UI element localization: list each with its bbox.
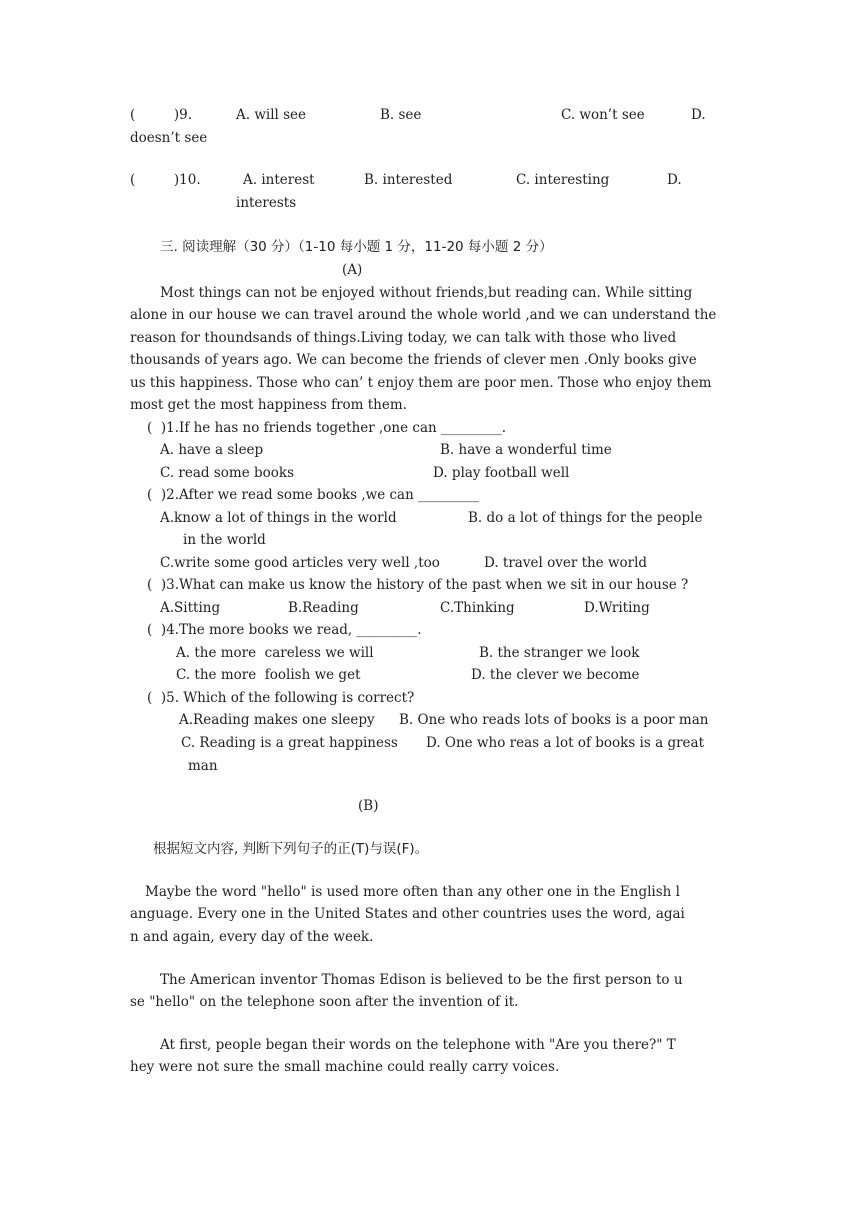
passage-line: Maybe the word "hello" is used more often than any other one in the English l — [145, 884, 680, 900]
passage-line: thousands of years ago. We can become the friends of clever men .Only books give — [130, 352, 697, 368]
passage-line: hey were not sure the small machine could really carry voices. — [130, 1059, 560, 1075]
question-stem: ( )5. Which of the following is correct? — [147, 690, 415, 706]
option-b: B. have a wonderful time — [440, 442, 612, 458]
passage-line: se "hello" on the telephone soon after the invention of it. — [130, 994, 519, 1010]
passage-line: Most things can not be enjoyed without friends,but reading can. While sitting — [160, 285, 693, 301]
option-c: C.Thinking — [440, 600, 515, 616]
option-b: B.Reading — [288, 600, 359, 616]
q9-option-a: A. will see — [236, 107, 307, 123]
passage-line: most get the most happiness from them. — [130, 397, 407, 413]
question-stem: ( )4.The more books we read, _________. — [147, 622, 422, 638]
section-b-label: (B) — [358, 798, 379, 814]
q9-option-d: D. — [691, 107, 706, 123]
passage-line: The American inventor Thomas Edison is believed to be the first person to u — [160, 972, 683, 988]
question-stem: ( )2.After we read some books ,we can _________ — [147, 487, 479, 503]
option-d: D.Writing — [584, 600, 650, 616]
option-a: A.know a lot of things in the world — [160, 510, 397, 526]
option-c: C.write some good articles very well ,too — [160, 555, 440, 571]
option-a: A.Reading makes one sleepy — [179, 712, 375, 728]
passage-line: anguage. Every one in the United States and other countries uses the word, agai — [130, 906, 685, 922]
section-a-label: (A) — [342, 262, 363, 278]
option-c: C. the more foolish we get — [176, 667, 361, 683]
option-a: A. the more careless we will — [176, 645, 374, 661]
option-b-continued: in the world — [183, 532, 266, 548]
option-d-continued: man — [188, 758, 218, 774]
option-d: D. One who reas a lot of books is a great — [426, 735, 704, 751]
q10-option-b: B. interested — [364, 172, 453, 188]
q10-blank: ( )10. — [130, 172, 201, 188]
q10-option-c: C. interesting — [516, 172, 610, 188]
passage-line: At first, people began their words on the telephone with "Are you there?" T — [160, 1037, 676, 1053]
q10-option-d-continued: interests — [236, 195, 297, 211]
q9-option-d-continued: doesn’t see — [130, 130, 208, 146]
option-b: B. One who reads lots of books is a poor man — [399, 712, 709, 728]
option-c: C. read some books — [160, 465, 294, 481]
option-b: B. the stranger we look — [479, 645, 640, 661]
option-d: D. the clever we become — [471, 667, 640, 683]
section-heading: 三. 阅读理解（30 分）（1-10 每小题 1 分，11-20 每小题 2 分） — [160, 239, 553, 255]
passage-line: us this happiness. Those who can’ t enjoy them are poor men. Those who enjoy them — [130, 375, 712, 391]
q10-option-d: D. — [667, 172, 682, 188]
option-d: D. travel over the world — [484, 555, 648, 571]
option-b: B. do a lot of things for the people — [468, 510, 703, 526]
option-d: D. play football well — [433, 465, 570, 481]
passage-line: n and again, every day of the week. — [130, 929, 374, 945]
q9-option-c: C. won’t see — [561, 107, 645, 123]
section-b-instruction: 根据短文内容, 判断下列句子的正(T)与误(F)。 — [153, 841, 429, 857]
option-c: C. Reading is a great happiness — [181, 735, 398, 751]
question-stem: ( )1.If he has no friends together ,one can _________. — [147, 420, 507, 436]
option-a: A. have a sleep — [160, 442, 264, 458]
question-stem: ( )3.What can make us know the history of the past when we sit in our house ? — [147, 577, 689, 593]
q9-blank: ( )9. — [130, 107, 193, 123]
option-a: A.Sitting — [160, 600, 221, 616]
passage-line: alone in our house we can travel around the whole world ,and we can understand the — [130, 307, 717, 323]
q9-option-b: B. see — [380, 107, 422, 123]
passage-line: reason for thoundsands of things.Living today, we can talk with those who lived — [130, 330, 677, 346]
q10-option-a: A. interest — [243, 172, 315, 188]
